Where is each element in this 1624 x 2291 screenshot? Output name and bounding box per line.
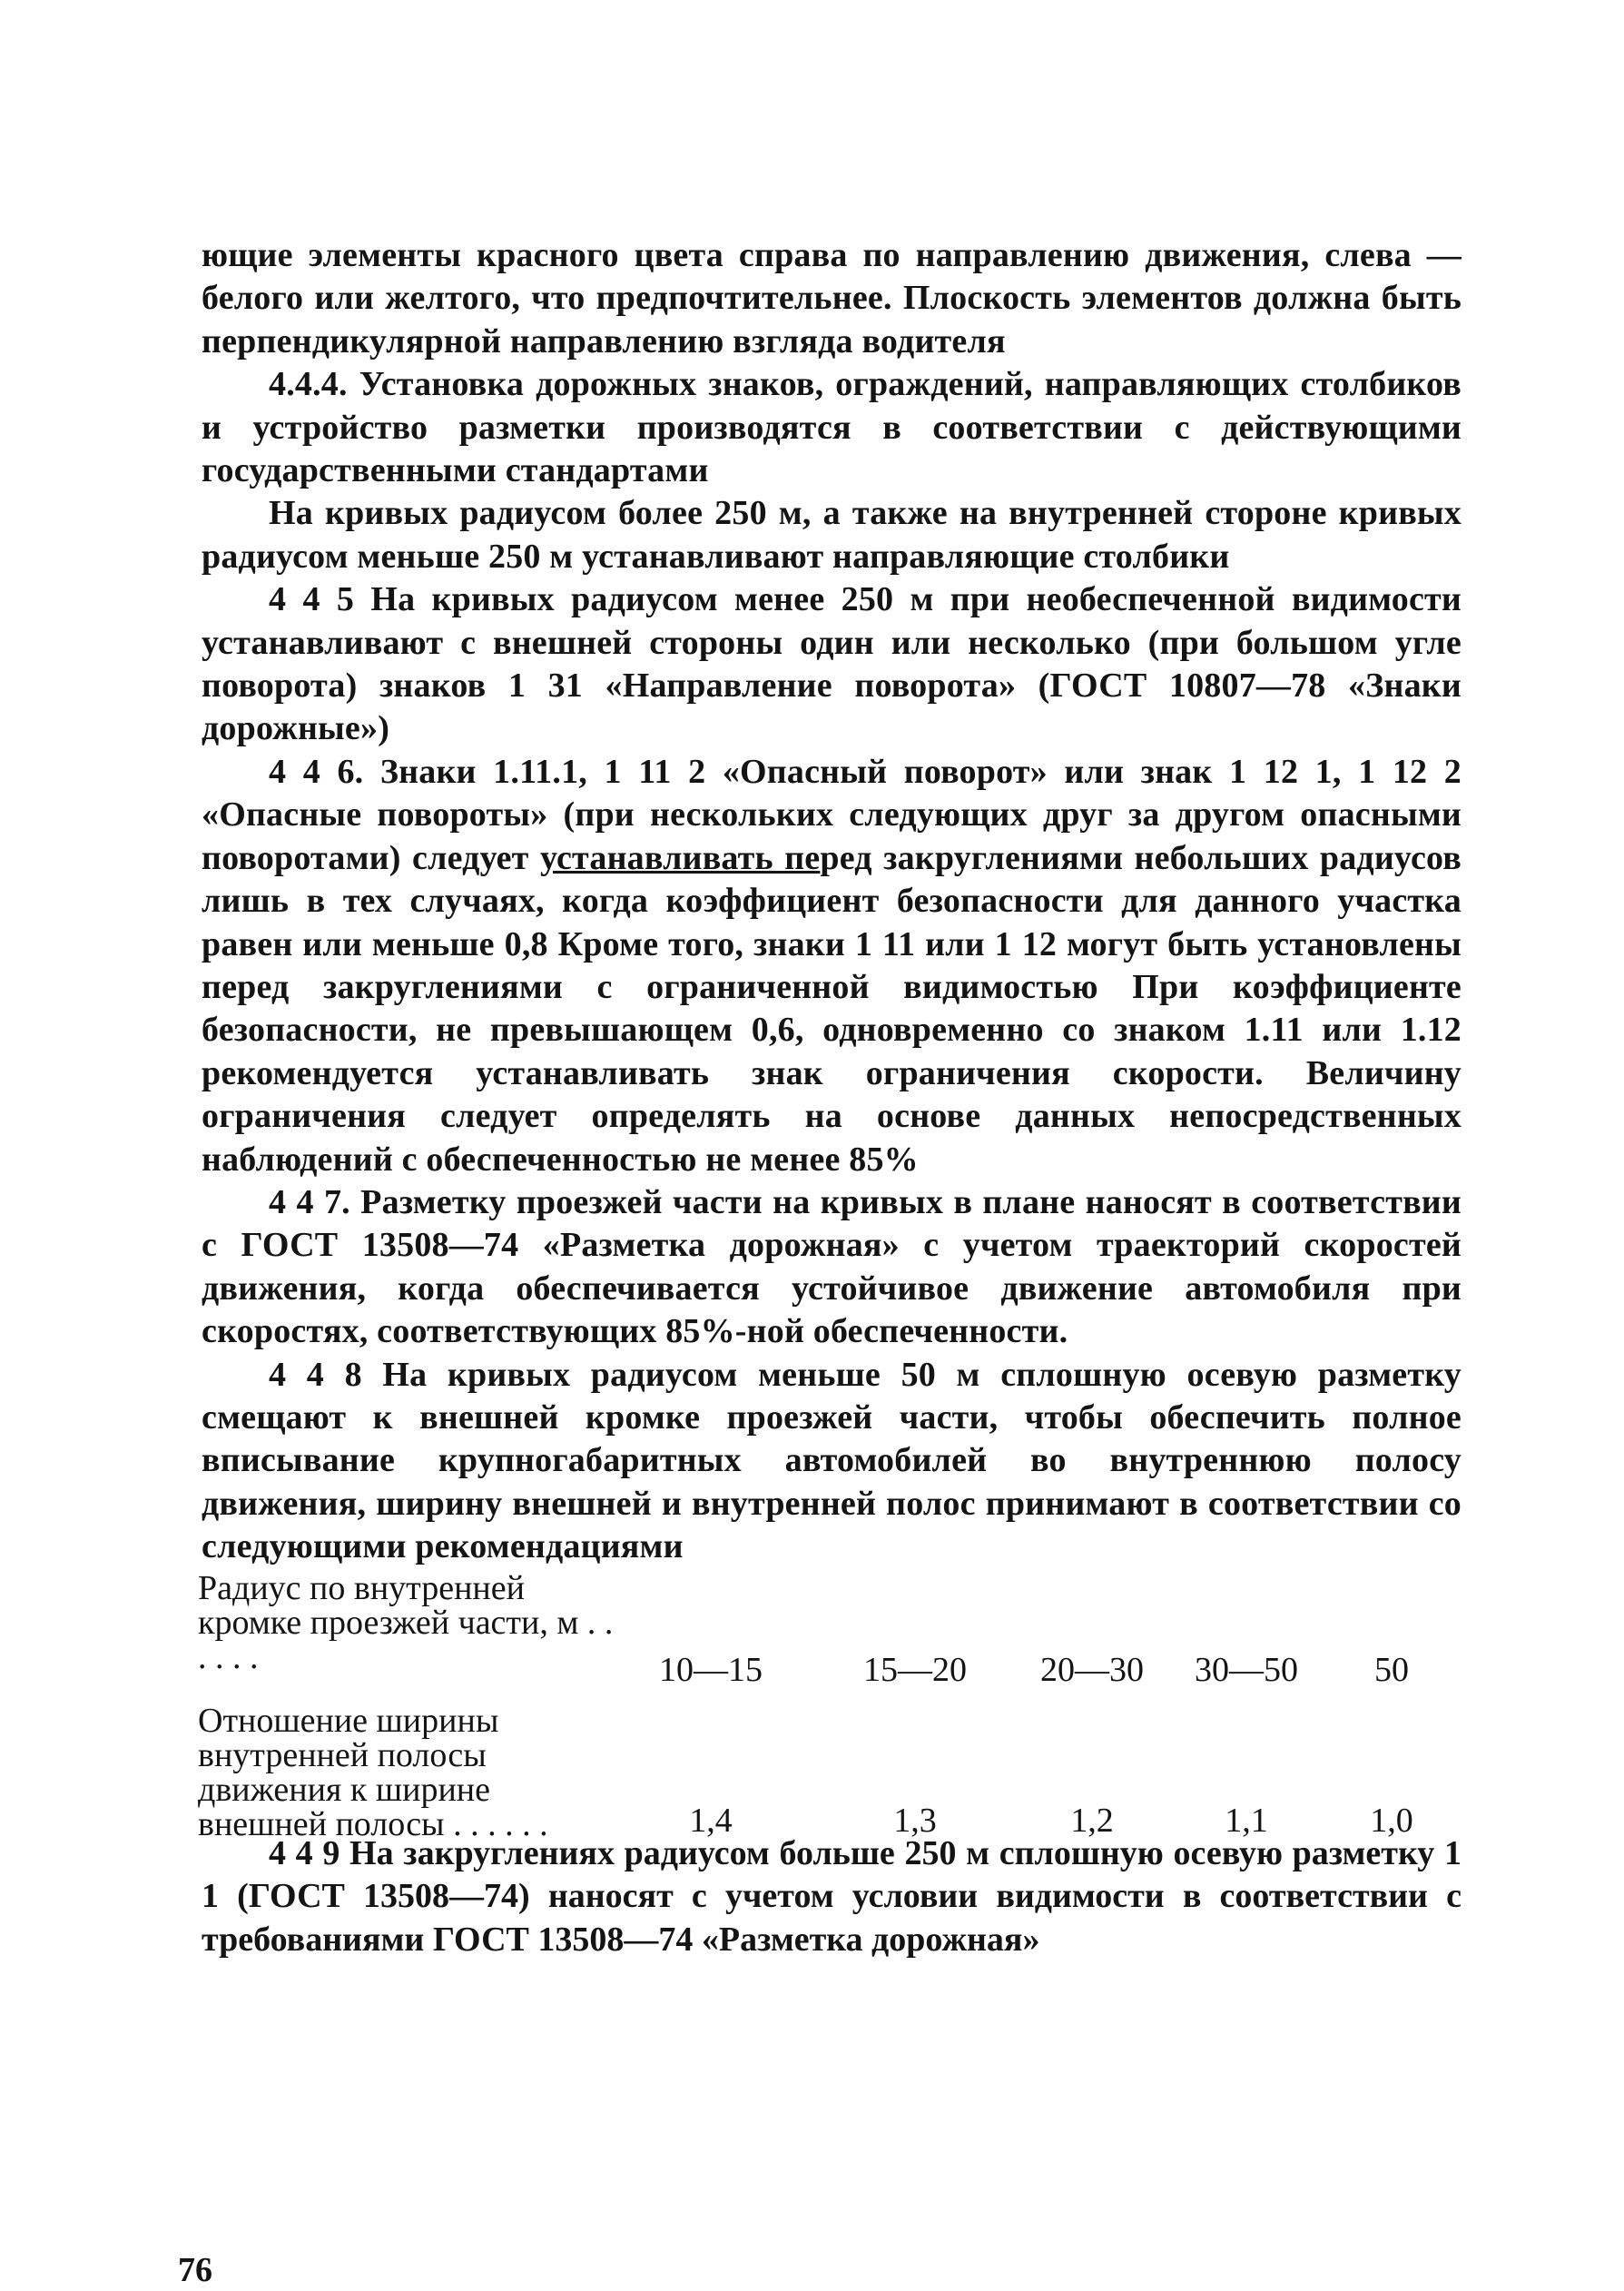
table-row-radius [198,1571,1469,1703]
row-label-radius: Радиус по внутренней кромке проезжей части, м . . . . . . [198,1569,614,1676]
paragraph-4-4-8: 4 4 8 На кривых радиусом меньше 50 м сплошную осевую разметку смещают к внешней кромке проезжей части, чтобы обеспечить полное вписывание крупногабаритных автомобилей во внутреннюю полосу движения, ширину внешней и внутренней полос принимают в соответствии со следующими рекомендациями [202,1355,1462,1566]
table-cell: 30—50 [1195,1651,1298,1689]
paragraph-continuation: ющие элементы красного цвета справа по направлению движения, слева — белого или желтого, что предпочтительнее. Плоскость элементов должна быть перпендикулярной направлению взгляда водителя [202,236,1462,360]
table-cell: 1,0 [1370,1802,1413,1840]
table-cell: 1,3 [893,1802,937,1840]
table-cell: 1,1 [1225,1802,1268,1840]
row-label-ratio: Отношение ширины внутренней полосы движения к ширине внешней полосы . . . . . . [198,1702,548,1843]
table-cell: 10—15 [659,1651,763,1689]
page-number: 76 [178,2251,212,2289]
paragraph-4-4-9: 4 4 9 На закруглениях радиусом больше 250 м сплошную осевую разметку 1 1 (ГОСТ 13508—74) наносят с учетом условии видимости в соответствии с требованиями ГОСТ 13508—74 «Разметка дорожная» [202,1834,1462,1959]
table-cell: 20—30 [1040,1651,1144,1689]
paragraph-4-4-4: 4.4.4. Установка дорожных знаков, ограждений, направляющих столбиков и устройство разметки производятся в соответствии с действующими государственными стандартами [202,365,1462,490]
paragraph-4-4-7: 4 4 7. Разметку проезжей части на кривых в плане наносят в соответствии с ГОСТ 13508—74 «Разметка дорожная» с учетом траекторий скоростей движения, когда обеспечивается устойчивое движение автомобиля при скоростях, соответствующих 85%-ной обеспеченности. [202,1182,1462,1351]
table-row-ratio [198,1702,1469,1843]
paragraph-guide-posts: На кривых радиусом более 250 м, а также на внутренней стороне кривых радиусом меньше 250 м устанавливают направляющие столбики [202,494,1462,576]
closing-text [202,1832,1462,1961]
table-cell: 1,2 [1070,1802,1114,1840]
p446-underlined-text: устанавливать пе [539,838,821,877]
paragraph-4-4-5: 4 4 5 На кривых радиусом менее 250 м при необеспеченной видимости устанавливают с внешней стороны один или несколько (при большом угле поворота) знаков 1 31 «Направление поворота» (ГОСТ 10807—78 «Знаки дорожные») [202,580,1462,748]
table-cell: 15—20 [863,1651,967,1689]
radius-ratio-table [198,1569,1469,1843]
main-text [202,234,1462,1569]
table-cell: 50 [1374,1651,1409,1689]
table-cell: 1,4 [689,1802,733,1840]
p446-text-before: 4 4 6. Знаки 1.11.1, 1 11 2 «Опасный поворот» или знак 1 12 1, 1 12 2 «Опасные повороты» (при нескольких следующих друг за другом опасными поворотами) следует [202,752,1462,877]
p446-text-after: ред закруглениями небольших радиусов лишь в тех случаях, когда коэффициент безопасности для данного участка равен или меньше 0,8 Кроме того, знаки 1 11 или 1 12 могут быть установлены перед закруглениями с ограниченной видимостью При коэффициенте безопасности, не превышающем 0,6, одновременно со знаком 1.11 или 1.12 рекомендуется устанавливать знак ограничения скорости. Величину ограничения следует определять на основе данных непосредственных наблюдений с обеспеченностью не менее 85% [202,838,1462,1179]
paragraph-4-4-6 [202,751,1462,1181]
